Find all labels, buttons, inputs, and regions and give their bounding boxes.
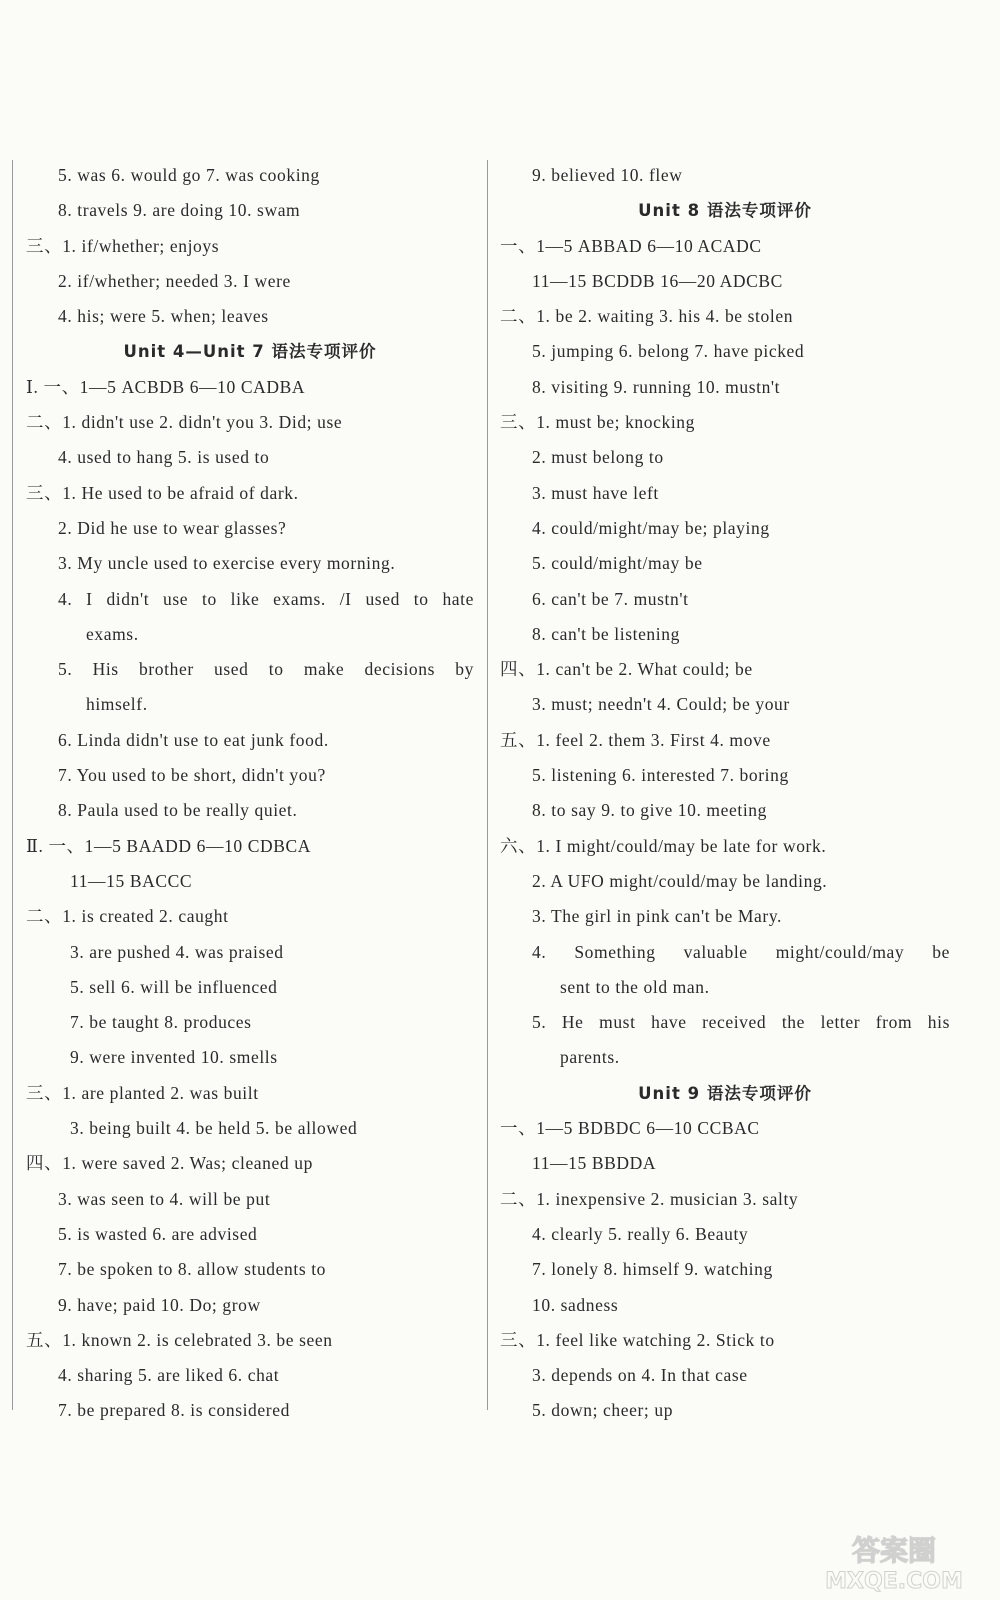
answer-line: 5. His brother used to make decisions by [58, 659, 474, 680]
answer-line: 5. sell 6. will be influenced [70, 976, 278, 997]
answer-line: 二、1. is created 2. caught [26, 906, 229, 927]
answer-line: himself. [86, 694, 148, 715]
answer-line: 5. down; cheer; up [532, 1400, 674, 1421]
answer-line: 11—15 BACCC [70, 870, 193, 891]
answer-line: 2. if/whether; needed 3. I were [58, 270, 291, 291]
answer-line: 8. travels 9. are doing 10. swam [58, 200, 301, 221]
answer-line: sent to the old man. [560, 976, 710, 997]
answer-line: 4. used to hang 5. is used to [58, 447, 270, 468]
answer-line: 10. sadness [532, 1294, 619, 1315]
answer-line: 4. Something valuable might/could/may be [532, 941, 950, 962]
answer-line: 3. are pushed 4. was praised [70, 941, 284, 962]
answer-line: 4. could/might/may be; playing [532, 517, 770, 538]
answer-line: 4. his; were 5. when; leaves [58, 306, 269, 327]
answer-line: 3. was seen to 4. will be put [58, 1188, 271, 1209]
answer-line: 6. can't be 7. mustn't [532, 588, 689, 609]
answer-line: 二、1. inexpensive 2. musician 3. salty [500, 1188, 799, 1209]
answer-line: 四、1. can't be 2. What could; be [500, 659, 753, 680]
answer-line: 二、1. didn't use 2. didn't you 3. Did; use [26, 412, 343, 433]
answer-line: 4. I didn't use to like exams. /I used to hate [58, 588, 474, 609]
column-divider [487, 160, 488, 1410]
answer-line: 二、1. be 2. waiting 3. his 4. be stolen [500, 306, 794, 327]
answer-line: 5. He must have received the letter from his [532, 1012, 950, 1033]
answer-line: Ⅰ. 一、1—5 ACBDB 6—10 CADBA [26, 376, 306, 397]
answer-line: 11—15 BCDDB 16—20 ADCBC [532, 270, 783, 291]
answer-line: 7. be prepared 8. is considered [58, 1400, 290, 1421]
answer-line: 8. visiting 9. running 10. mustn't [532, 376, 781, 397]
answer-line: 4. clearly 5. really 6. Beauty [532, 1223, 749, 1244]
answer-line: 8. can't be listening [532, 623, 680, 644]
answer-line: 三、1. are planted 2. was built [26, 1082, 259, 1103]
answer-line: 5. could/might/may be [532, 553, 703, 574]
answer-line: 3. The girl in pink can't be Mary. [532, 906, 783, 927]
answer-line: 五、1. known 2. is celebrated 3. be seen [26, 1329, 333, 1350]
left-column [26, 158, 474, 1429]
answer-line: 7. lonely 8. himself 9. watching [532, 1259, 773, 1280]
answer-line: 5. listening 6. interested 7. boring [532, 765, 789, 786]
answer-line: 7. be spoken to 8. allow students to [58, 1259, 327, 1280]
answer-line: 2. A UFO might/could/may be landing. [532, 870, 828, 891]
answer-line: Ⅱ. 一、1—5 BAADD 6—10 CDBCA [26, 835, 312, 856]
answer-line: 3. My uncle used to exercise every morning. [58, 553, 396, 574]
answer-line: 9. were invented 10. smells [70, 1047, 278, 1068]
answer-line: 5. is wasted 6. are advised [58, 1223, 258, 1244]
answer-line: 3. depends on 4. In that case [532, 1365, 748, 1386]
watermark-logo [810, 1530, 978, 1592]
answer-line: 四、1. were saved 2. Was; cleaned up [26, 1153, 313, 1174]
answer-line: 3. must have left [532, 482, 659, 503]
answer-line: 5. jumping 6. belong 7. have picked [532, 341, 805, 362]
answer-line: 一、1—5 BDBDC 6—10 CCBAC [500, 1118, 760, 1139]
answer-line: parents. [560, 1047, 620, 1068]
left-margin-line [12, 160, 13, 1410]
answer-line: 11—15 BBDDA [532, 1153, 657, 1174]
section-heading: Unit 8 语法专项评价 [638, 201, 812, 221]
answer-line: 三、1. feel like watching 2. Stick to [500, 1329, 775, 1350]
answer-line: 9. believed 10. flew [532, 165, 683, 185]
answer-line: 6. Linda didn't use to eat junk food. [58, 729, 329, 750]
answer-line: 一、1—5 ABBAD 6—10 ACADC [500, 235, 762, 256]
watermark-line2: MXQE.COM [825, 1569, 963, 1592]
section-heading: Unit 9 语法专项评价 [638, 1083, 812, 1103]
watermark-line1: 答案圈 [851, 1534, 937, 1567]
answer-line: 3. being built 4. be held 5. be allowed [70, 1118, 358, 1139]
answer-line: 7. You used to be short, didn't you? [58, 765, 326, 786]
answer-line: 2. Did he use to wear glasses? [58, 517, 287, 538]
answer-line: 三、1. He used to be afraid of dark. [26, 482, 299, 503]
answer-line: 2. must belong to [532, 447, 664, 468]
answer-line: 4. sharing 5. are liked 6. chat [58, 1365, 280, 1386]
answer-line: 8. to say 9. to give 10. meeting [532, 800, 768, 821]
answer-line: 3. must; needn't 4. Could; be your [532, 694, 790, 715]
answer-line: 三、1. must be; knocking [500, 412, 695, 433]
answer-line: 9. have; paid 10. Do; grow [58, 1294, 261, 1315]
answer-line: 8. Paula used to be really quiet. [58, 800, 298, 821]
answer-line: 五、1. feel 2. them 3. First 4. move [500, 729, 771, 750]
right-column [500, 158, 950, 1429]
answer-line: 7. be taught 8. produces [70, 1012, 252, 1033]
answer-line: exams. [86, 623, 139, 644]
answer-line: 5. was 6. would go 7. was cooking [58, 165, 320, 185]
answer-line: 三、1. if/whether; enjoys [26, 235, 220, 256]
section-heading: Unit 4—Unit 7 语法专项评价 [123, 342, 377, 362]
answer-line: 六、1. I might/could/may be late for work. [500, 835, 827, 856]
